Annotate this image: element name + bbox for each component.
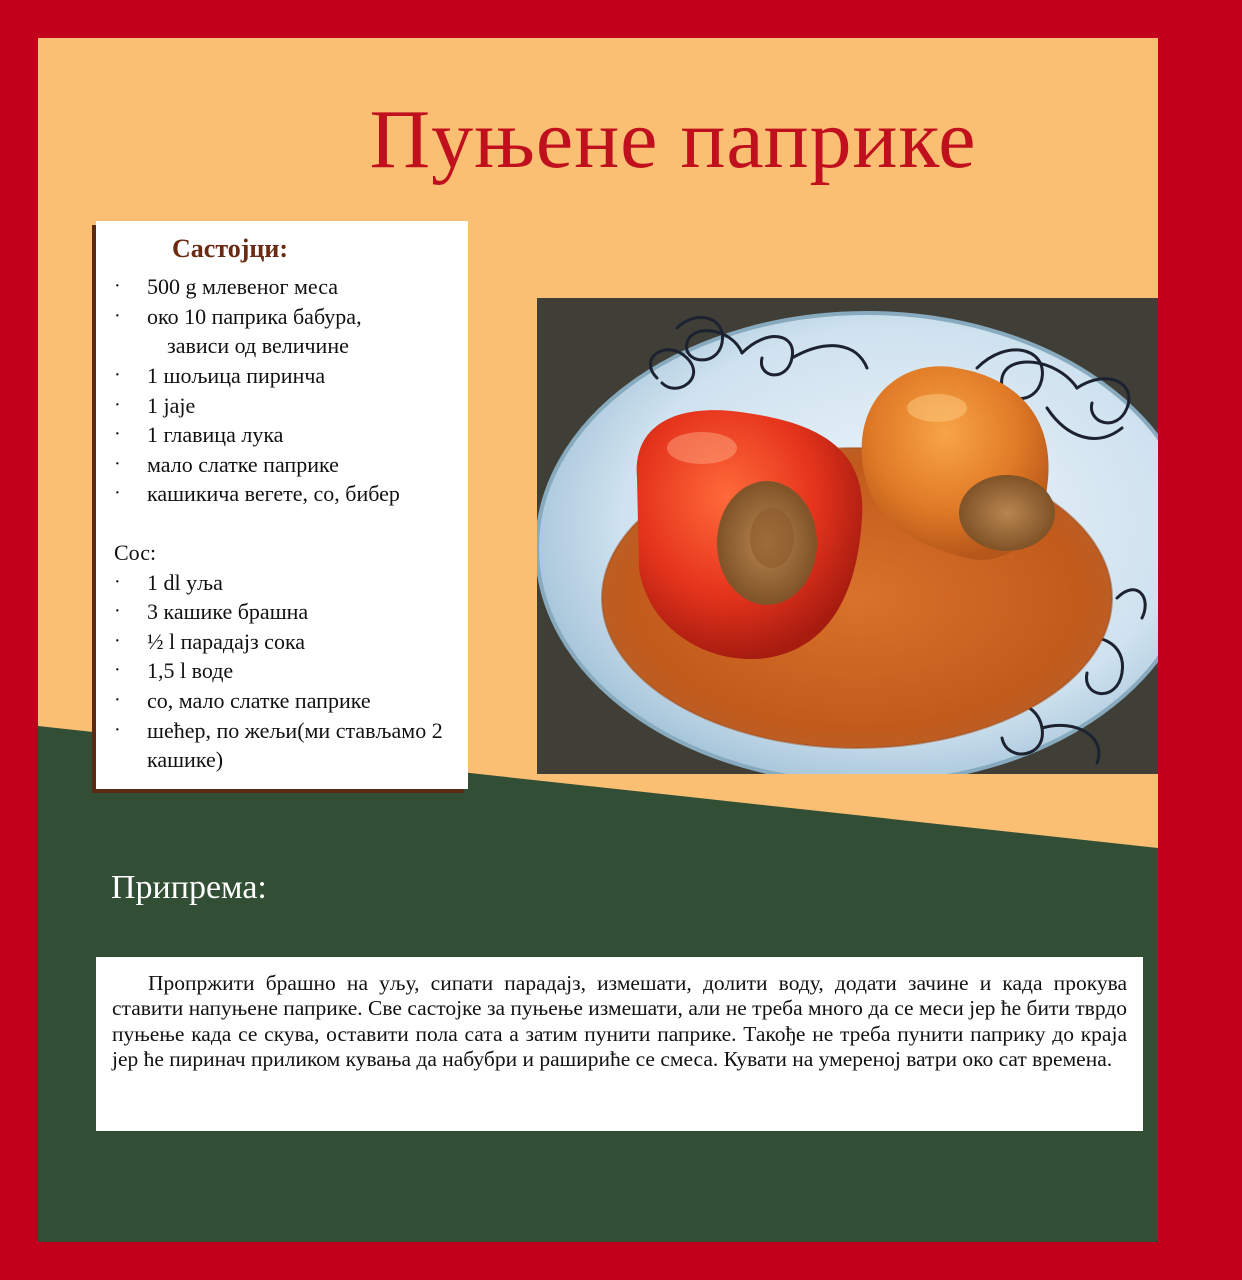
sauce-list <box>114 568 468 775</box>
list-item: · со, мало слатке паприке <box>114 686 468 716</box>
list-item: · 1 dl уља <box>114 568 468 598</box>
list-item: · кашикича вегете, со, бибер <box>114 479 468 509</box>
recipe-title: Пуњене паприке <box>369 93 977 186</box>
preparation-text: Пропржити брашно на уљу, сипати парадајз, измешати, долити воду, додати зачине и када прокува ставити напуњене паприке. Све састојке за пуњење измешати, али не треба много да се меси јер ће бити тврдо пуњење када се скува, оставити пола сата а затим пунити паприке. Такође не треба пунити паприку до краја јер ће пиринач приликом кувања да набубри и рашириће се смеса. Кувати на умереној ватри око сат времена. <box>112 971 1127 1072</box>
list-item: · 3 кашике брашна <box>114 597 468 627</box>
list-item: · мало слатке паприке <box>114 450 468 480</box>
list-item: · 1,5 l воде <box>114 656 468 686</box>
list-item: · 1 главица лука <box>114 420 468 450</box>
list-item: · око 10 паприка бабура, зависи од величине <box>114 302 468 361</box>
list-item-subtext: зависи од величине <box>167 333 349 359</box>
recipe-page <box>38 38 1158 1242</box>
list-item: · 1 шољица пиринча <box>114 361 468 391</box>
list-item: · шећер, по жељи(ми стављамо 2 кашике) <box>114 716 468 775</box>
stuffed-peppers-photo <box>537 298 1158 774</box>
preparation-card <box>96 957 1143 1131</box>
ingredients-card <box>96 221 468 789</box>
ingredients-heading: Састојци: <box>172 234 289 263</box>
stuffed-peppers-illustration <box>537 298 1158 774</box>
list-item: · ½ l парадајз сока <box>114 627 468 657</box>
sauce-heading: Сос: <box>114 539 157 565</box>
preparation-heading: Припрема: <box>111 869 267 906</box>
list-item: · 500 g млевеног меса <box>114 272 468 302</box>
ingredients-list <box>114 272 468 509</box>
list-item: · 1 јаје <box>114 391 468 421</box>
list-item-note: (ми стављамо 2 кашике) <box>147 717 443 773</box>
